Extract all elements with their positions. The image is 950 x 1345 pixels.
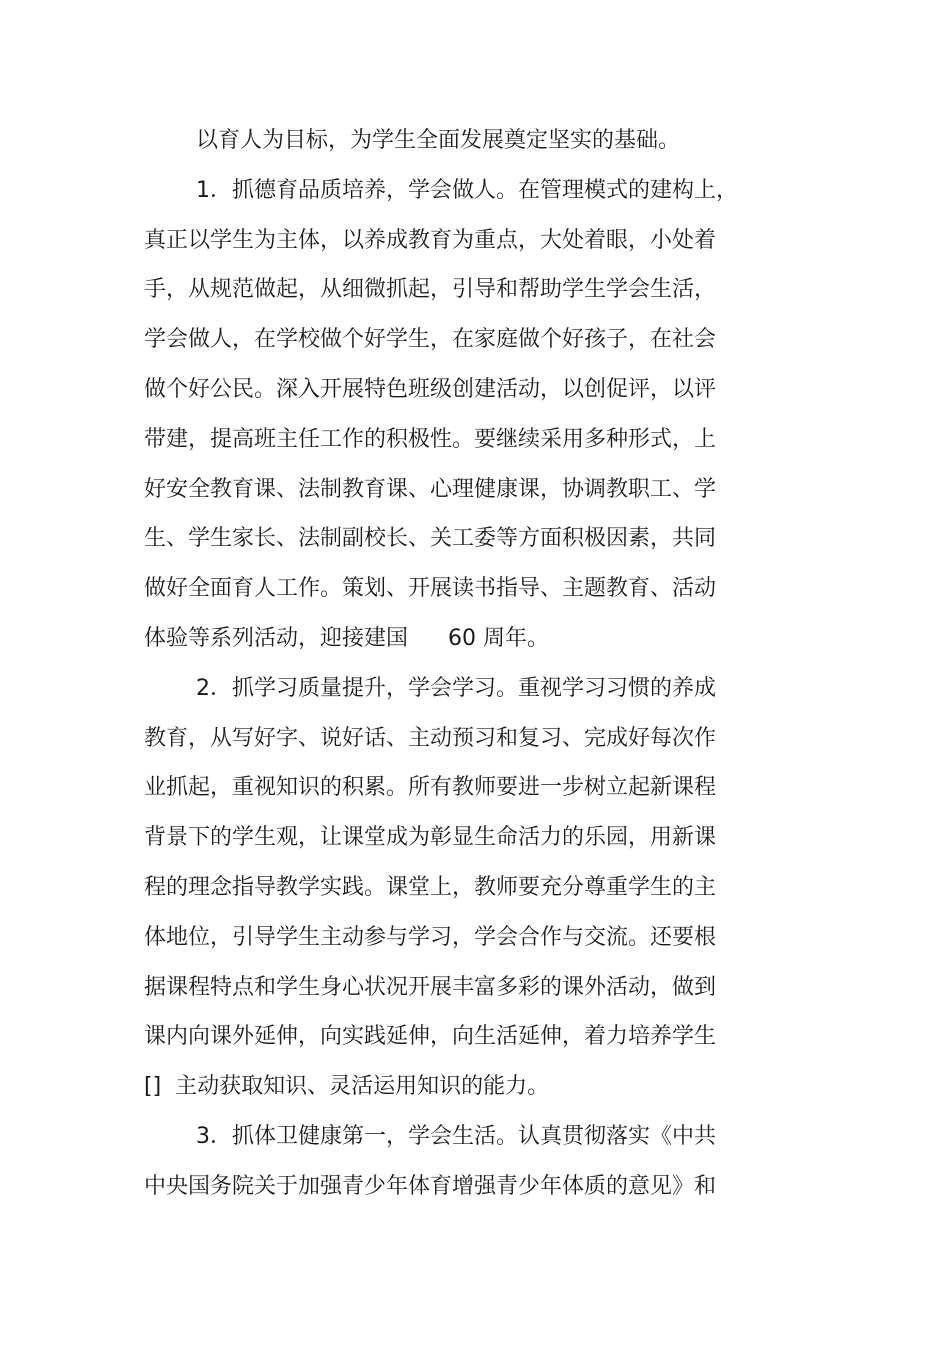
- text-line: 生、学生家长、法制副校长、关工委等方面积极因素，共同: [144, 526, 717, 552]
- text-line: 背景下的学生观，让课堂成为彰显生命活力的乐园，用新课: [144, 825, 717, 851]
- text-line: 课内向课外延伸，向实践延伸，向生活延伸，着力培养学生: [144, 1024, 717, 1050]
- text-line: 程的理念指导教学实践。课堂上，教师要充分尊重学生的主: [144, 874, 717, 900]
- text-line: 带建，提高班主任工作的积极性。要继续采用多种形式，上: [144, 426, 717, 452]
- text-line: 以育人为目标，为学生全面发展奠定坚实的基础。: [196, 128, 681, 153]
- document-body: [144, 116, 744, 1212]
- text-line: [144, 1062, 744, 1112]
- text-line: 据课程特点和学生身心状况开展丰富多彩的课外活动，做到: [144, 974, 717, 1000]
- text-line: 好安全教育课、法制教育课、心理健康课，协调教职工、学: [144, 476, 717, 502]
- text-line: 体地位，引导学生主动参与学习，学会合作与交流。还要根: [144, 924, 717, 950]
- text-line: 业抓起，重视知识的积累。所有教师要进一步树立起新课程: [144, 775, 717, 801]
- bracket-marker: []: [144, 1074, 162, 1100]
- text-segment: 体验等系列活动，迎接建国: [144, 625, 409, 651]
- text-segment: 主动获取知识、灵活运用知识的能力。: [175, 1074, 550, 1100]
- text-line: 做个好公民。深入开展特色班级创建活动，以创促评，以评: [144, 376, 717, 402]
- paragraph-1-heading: 1．抓德育品质培养，学会做人。在管理模式的建构上，: [196, 177, 738, 203]
- text-line: 中央国务院关于加强青少年体育增强青少年体质的意见》和: [144, 1173, 717, 1199]
- paragraph-2-heading: 2．抓学习质量提升，学会学习。重视学习习惯的养成: [196, 675, 716, 701]
- text-line: 真正以学生为主体，以养成教育为重点，大处着眼，小处着: [144, 227, 717, 253]
- text-line: 做好全面育人工作。策划、开展读书指导、主题教育、活动: [144, 576, 717, 602]
- paragraph-3-heading: 3．抓体卫健康第一，学会生活。认真贯彻落实《中共: [196, 1123, 716, 1149]
- text-line: 手，从规范做起，从细微抓起，引导和帮助学生学会生活，: [144, 277, 717, 303]
- anniversary-text: 60 周年。: [448, 625, 550, 651]
- text-line: 学会做人，在学校做个好学生，在家庭做个好孩子，在社会: [144, 327, 717, 353]
- text-line: [144, 614, 744, 664]
- text-line: 教育，从写好字、说好话、主动预习和复习、完成好每次作: [144, 725, 717, 751]
